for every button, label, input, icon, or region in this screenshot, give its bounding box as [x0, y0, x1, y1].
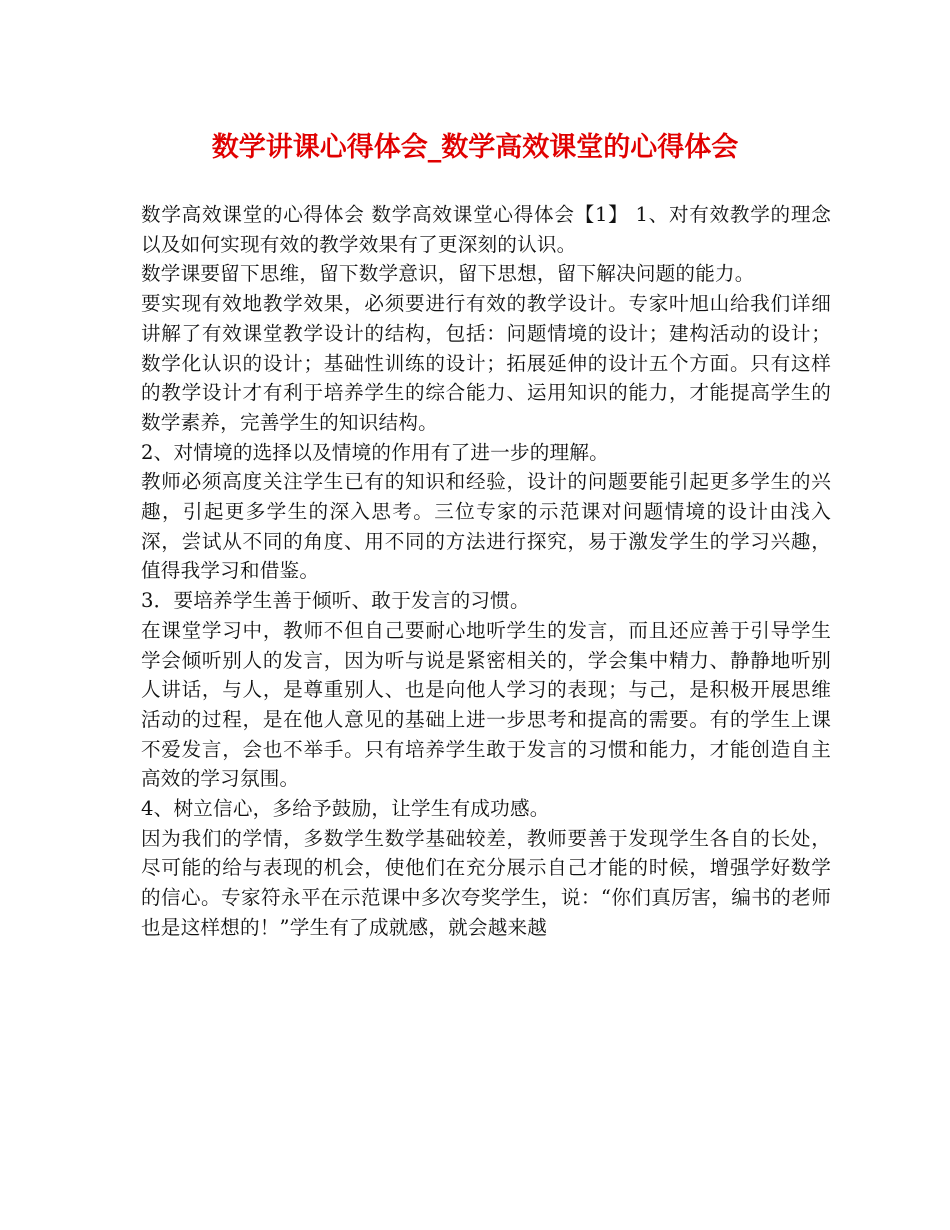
paragraph-situation: 教师必须高度关注学生已有的知识和经验，设计的问题要能引起更多学生的兴趣，引起更多学生的深入思考。三位专家的示范课对问题情境的设计由浅入深，尝试从不同的角度、用不同的方法进行探究，易于激发学生的学习兴趣，值得我学习和借鉴。 — [141, 470, 831, 583]
document-title: 数学讲课心得体会_数学高效课堂的心得体会 — [211, 132, 739, 163]
heading-listening: 3．要培养学生善于倾听、敢于发言的习惯。 — [141, 589, 530, 613]
paragraph-listening: 在课堂学习中，教师不但自己要耐心地听学生的发言，而且还应善于引导学生学会倾听别人的发言，因为听与说是紧密相关的，学会集中精力、静静地听别人讲话，与人，是尊重别人、也是向他人学习的表现；与己，是积极开展思维活动的过程，是在他人意见的基础上进一步思考和提高的需要。有的学生上课不爱发言，会也不举手。只有培养学生敢于发言的习惯和能力，才能创造自主高效的学习氛围。 — [141, 618, 831, 791]
document-body — [141, 200, 831, 943]
heading-situation: 2、对情境的选择以及情境的作用有了进一步的理解。 — [141, 440, 609, 464]
paragraph-confidence: 因为我们的学情，多数学生数学基础较差，教师要善于发现学生各自的长处，尽可能的给与表现的机会，使他们在充分展示自己才能的时候，增强学好数学的信心。专家符永平在示范课中多次夸奖学生，说：“你们真厉害，编书的老师也是这样想的！”学生有了成就感，就会越来越 — [141, 826, 831, 939]
paragraph-design: 要实现有效地教学效果，必须要进行有效的教学设计。专家叶旭山给我们详细讲解了有效课堂教学设计的结构，包括：问题情境的设计；建构活动的设计；数学化认识的设计；基础性训练的设计；拓展延伸的设计五个方面。只有这样的教学设计才有利于培养学生的综合能力、运用知识的能力，才能提高学生的数学素养，完善学生的知识结构。 — [141, 292, 831, 434]
heading-confidence: 4、树立信心，多给予鼓励，让学生有成功感。 — [141, 797, 550, 821]
paragraph-intro: 数学高效课堂的心得体会 数学高效课堂心得体会【1】 1、对有效教学的理念以及如何实现有效的教学效果有了更深刻的认识。 — [141, 203, 831, 256]
paragraph-thinking: 数学课要留下思维，留下数学意识，留下思想，留下解决问题的能力。 — [141, 262, 755, 286]
